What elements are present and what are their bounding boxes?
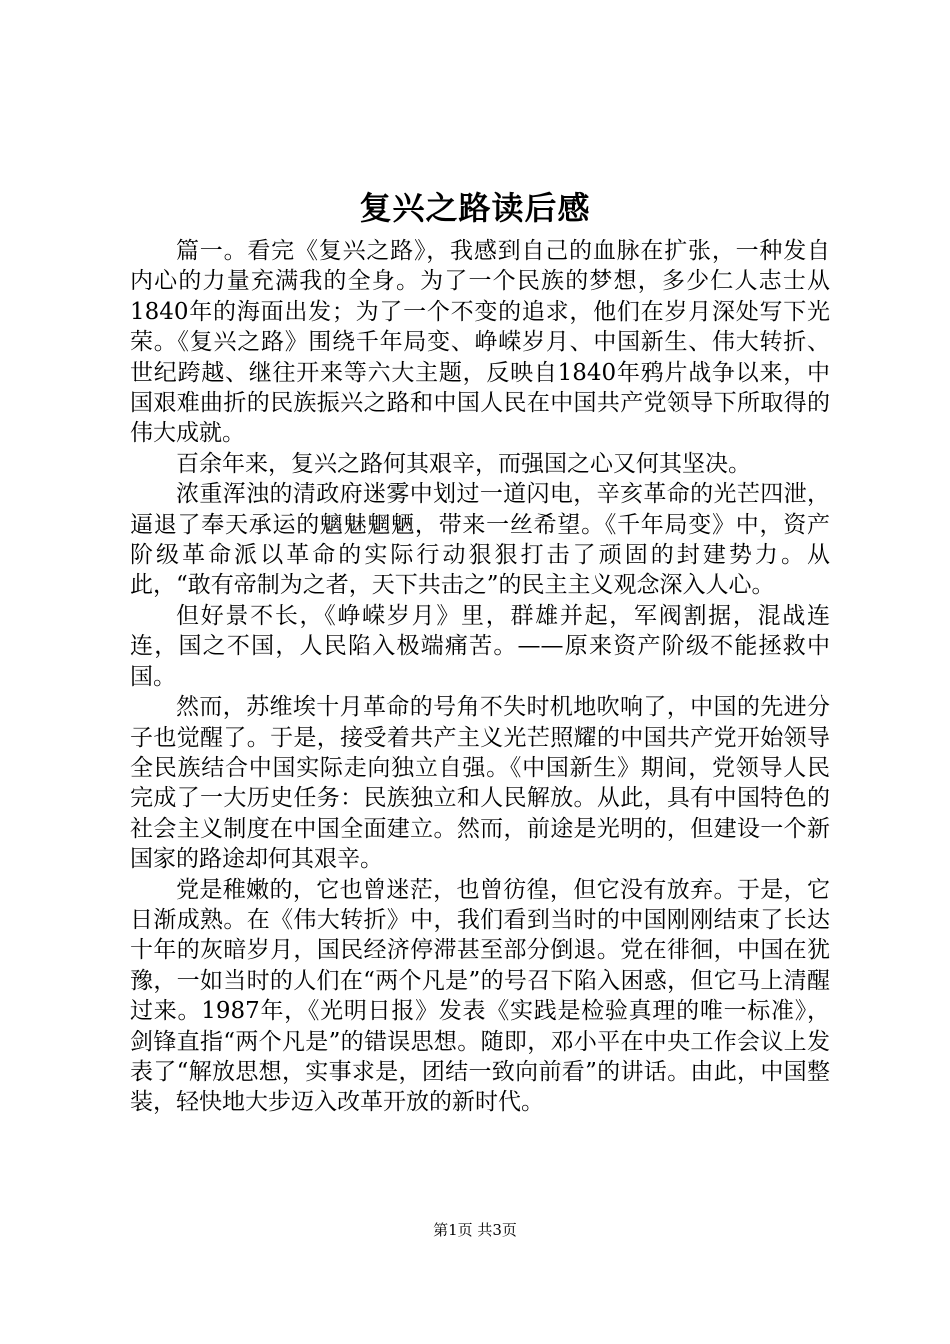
document-title: 复兴之路读后感	[359, 189, 591, 227]
paragraph: 浓重浑浊的清政府迷雾中划过一道闪电，辛亥革命的光芒四泄，逼退了奉天承运的魑魅魍魉，带来一丝希望。《千年局变》中，资产阶级革命派以革命的实际行动狠狠打击了顽固的封建势力。从此，“敢有帝制为之者，天下共击之”的民主主义观念深入人心。	[130, 481, 830, 599]
paragraph: 但好景不长，《峥嵘岁月》里，群雄并起，军阀割据，混战连连，国之不国，人民陷入极端痛苦。——原来资产阶级不能拯救中国。	[130, 602, 830, 690]
paragraph: 百余年来，复兴之路何其艰辛，而强国之心又何其坚决。	[176, 450, 751, 477]
paragraph: 党是稚嫩的，它也曾迷茫，也曾彷徨，但它没有放弃。于是，它日渐成熟。在《伟大转折》中，我们看到当时的中国刚刚结束了长达十年的灰暗岁月，国民经济停滞甚至部分倒退。党在徘徊，中国在犹豫，一如当时的人们在“两个凡是”的号召下陷入困惑，但它马上清醒过来。1987年，《光明日报》发表《实践是检验真理的唯一标准》，剑锋直指“两个凡是”的错误思想。随即，邓小平在中央工作会议上发表了“解放思想，实事求是，团结一致向前看”的讲话。由此，中国整装，轻快地大步迈入改革开放的新时代。	[130, 876, 830, 1116]
paragraph: 篇一。看完《复兴之路》，我感到自己的血脉在扩张，一种发自内心的力量充满我的全身。为了一个民族的梦想，多少仁人志士从1840年的海面出发；为了一个不变的追求，他们在岁月深处写下光荣。《复兴之路》围绕千年局变、峥嵘岁月、中国新生、伟大转折、世纪跨越、继往开来等六大主题，反映自1840年鸦片战争以来，中国艰难曲折的民族振兴之路和中国人民在中国共产党领导下所取得的伟大成就。	[130, 238, 830, 447]
document-body	[130, 236, 830, 1118]
paragraph: 然而，苏维埃十月革命的号角不失时机地吹响了，中国的先进分子也觉醒了。于是，接受着共产主义光芒照耀的中国共产党开始领导全民族结合中国实际走向独立自强。《中国新生》期间，党领导人民完成了一大历史任务：民族独立和人民解放。从此，具有中国特色的社会主义制度在中国全面建立。然而，前途是光明的，但建设一个新国家的路途却何其艰辛。	[130, 694, 830, 873]
page-number-footer: 第1页 共3页	[433, 1221, 517, 1239]
